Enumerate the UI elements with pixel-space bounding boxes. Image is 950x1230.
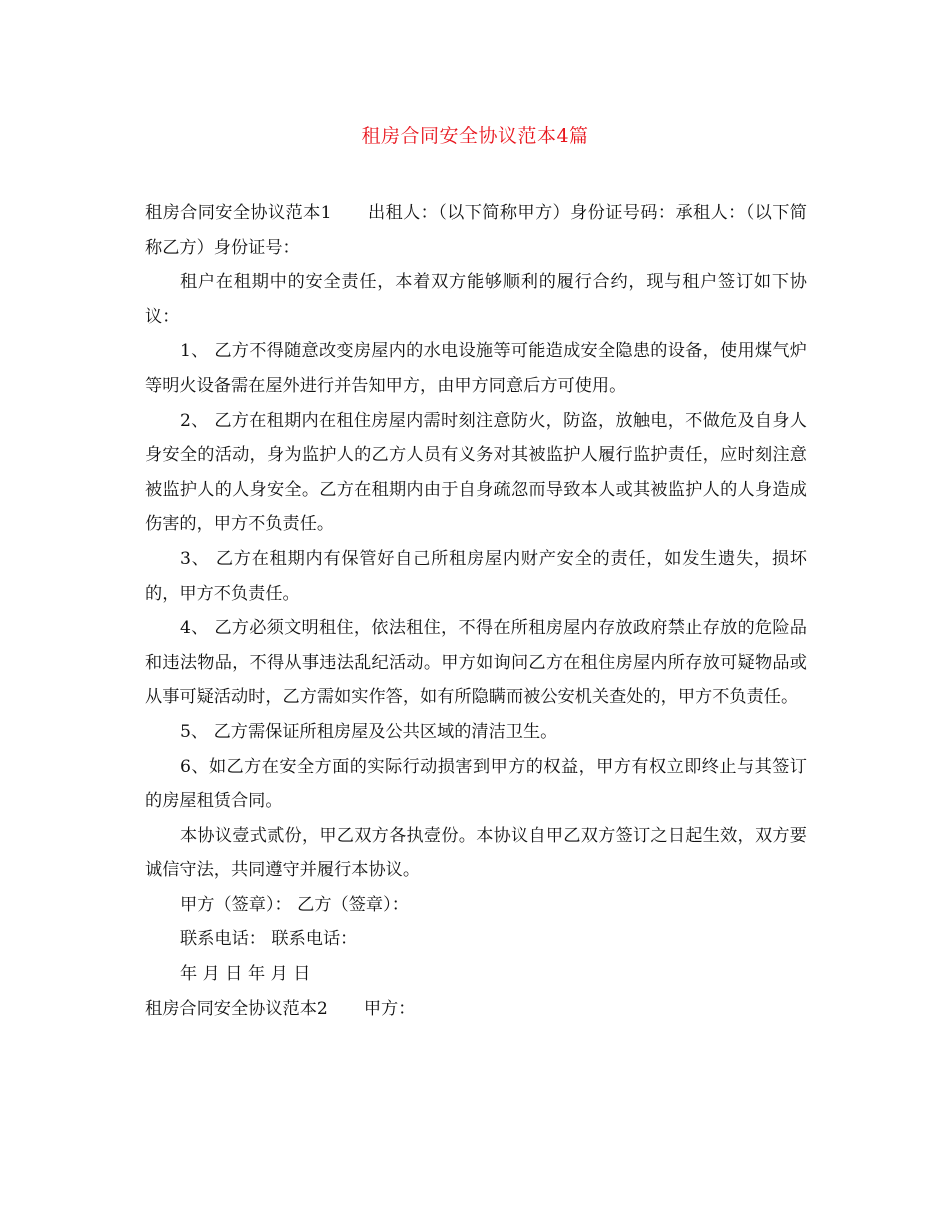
clause-4: 4、 乙方必须文明租住，依法租住，不得在所租房屋内存放政府禁止存放的危险品和违法物品，不得从事违法乱纪活动。甲方如询问乙方在租住房屋内所存放可疑物品或从事可疑活动时，乙方需如实作答，如有所隐瞒而被公安机关查处的，甲方不负责任。 bbox=[145, 618, 807, 708]
section1-parties: 出租人：（以下简称甲方）身份证号码：承租人：（以下简称乙方）身份证号： bbox=[145, 203, 807, 258]
section1-intro: 租户在租期中的安全责任，本着双方能够顺利的履行合约，现与租户签订如下协议： bbox=[145, 272, 807, 327]
document-title: 租房合同安全协议范本4篇 bbox=[361, 125, 589, 147]
section1-opening bbox=[145, 196, 807, 265]
clause-5: 5、 乙方需保证所租房屋及公共区域的清洁卫生。 bbox=[180, 721, 558, 742]
section2-first-line: 甲方： bbox=[363, 998, 416, 1019]
clause-3: 3、 乙方在租期内有保管好自己所租房屋内财产安全的责任，如发生遗失，损坏的，甲方不负责任。 bbox=[145, 548, 807, 604]
section1-closing: 本协议壹式贰份，甲乙双方各执壹份。本协议自甲乙双方签订之日起生效，双方要诚信守法，共同遵守并履行本协议。 bbox=[145, 825, 807, 881]
date-line: 年 月 日 年 月 日 bbox=[180, 964, 311, 985]
clause-1: 1、 乙方不得随意改变房屋内的水电设施等可能造成安全隐患的设备，使用煤气炉等明火设备需在屋外进行并告知甲方，由甲方同意后方可使用。 bbox=[145, 341, 807, 396]
section1-heading: 租房合同安全协议范本1 bbox=[145, 203, 332, 223]
section2-heading: 租房合同安全协议范本2 bbox=[145, 998, 328, 1019]
clause-2: 2、 乙方在租期内在租住房屋内需时刻注意防火，防盗，放触电，不做危及自身人身安全的活动，身为监护人的乙方人员有义务对其被监护人履行监护责任，应时刻注意被监护人的人身安全。乙方在租期内由于自身疏忽而导致本人或其被监护人的人身造成伤害的，甲方不负责任。 bbox=[145, 410, 807, 535]
section2-opening bbox=[145, 992, 807, 1027]
phone-line: 联系电话： 联系电话： bbox=[180, 929, 358, 950]
document-body bbox=[145, 196, 807, 1026]
signature-line: 甲方（签章）： 乙方（签章）： bbox=[180, 894, 409, 915]
clause-6: 6、如乙方在安全方面的实际行动损害到甲方的权益，甲方有权立即终止与其签订的房屋租赁合同。 bbox=[145, 756, 807, 812]
